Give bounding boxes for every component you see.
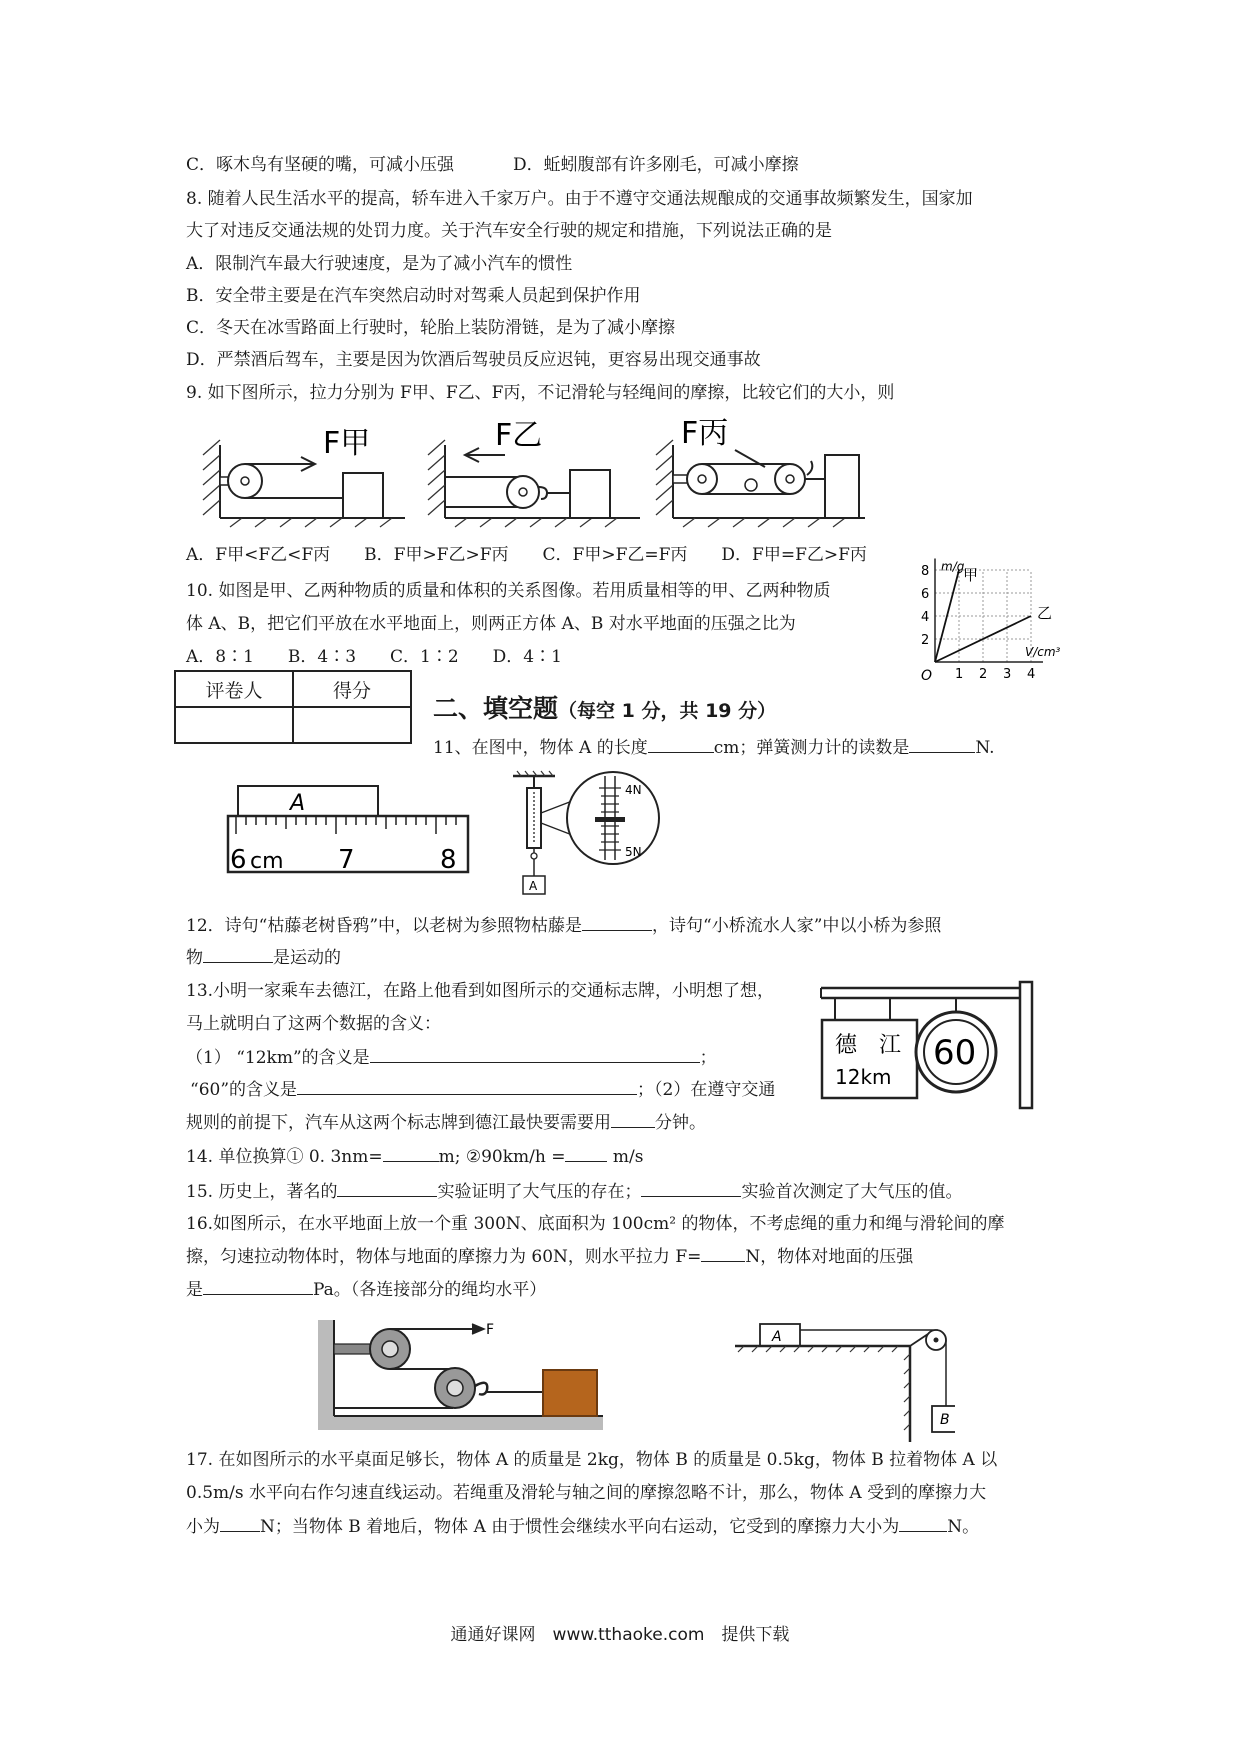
q11-ruler-tick-7: 7: [338, 845, 355, 875]
q13-text-5b: 分钟。: [655, 1113, 706, 1133]
q17-block-a-label: A: [772, 1329, 782, 1345]
q13-text-3b: ；: [699, 1048, 717, 1068]
section-title: [433, 689, 776, 725]
q17-table-figure: [730, 1320, 955, 1445]
q10-stem-line1: 10. 如图是甲、乙两种物质的质量和体积的关系图像。若用质量相等的甲、乙两种物质: [186, 581, 831, 601]
q14-blank-2[interactable]: [565, 1145, 607, 1162]
q9-label-bing: F丙: [681, 416, 729, 451]
q11-blank-length[interactable]: [648, 736, 714, 753]
q9-stem: 9. 如下图所示，拉力分别为 F甲、F乙、F丙，不记滑轮与轻绳间的摩擦，比较它们的大小，则: [186, 383, 895, 403]
q9-pulley-figures: [195, 415, 875, 530]
q13-blank-60[interactable]: [297, 1078, 637, 1095]
q12-text-2b: 是运动的: [273, 948, 341, 968]
q11-ruler-figure: [220, 778, 480, 888]
chart-y-tick-label: 2: [921, 633, 930, 648]
q8-option-b: B．安全带主要是在汽车突然启动时对驾乘人员起到保护作用: [186, 286, 641, 306]
q16-blank-pressure[interactable]: [203, 1278, 313, 1295]
q13-line4: [190, 1078, 775, 1101]
q12-blank-1[interactable]: [582, 914, 652, 931]
q13-text-4a: “60”的含义是: [190, 1080, 298, 1100]
q15-text-a: 15. 历史上，著名的: [186, 1182, 338, 1202]
q17-line1: 17. 在如图所示的水平桌面足够长，物体 A 的质量是 2kg，物体 B 的质量是 0.5kg，物体 B 拉着物体 A 以: [186, 1450, 998, 1470]
q15-blank-2[interactable]: [641, 1180, 741, 1197]
q14-text-b: m; ②90km/h =: [438, 1147, 566, 1167]
q16-text-2a: 擦，匀速拉动物体时，物体与地面的摩擦力为 60N，则水平拉力 F=: [186, 1247, 702, 1267]
q12-line1: [186, 914, 941, 937]
chart-y-axis-label: m/g: [941, 559, 965, 574]
q16-line3: [186, 1278, 546, 1301]
q14-text-a: 14. 单位换算① 0. 3nm=: [186, 1147, 383, 1167]
q12-text-1b: ，诗句“小桥流水人家”中以小桥为参照: [652, 916, 942, 936]
q8-option-a: A．限制汽车最大行驶速度，是为了减小汽车的惯性: [186, 254, 573, 274]
q15-blank-1[interactable]: [337, 1180, 437, 1197]
q11-spring-mark-5n: 5N: [625, 845, 642, 859]
q11-spring-block-label: A: [529, 879, 538, 893]
q13-blank-12km[interactable]: [370, 1046, 700, 1063]
q11-ruler-tick-6: 6: [230, 845, 247, 875]
q9-figure-yi: [428, 418, 640, 527]
q15-text-b: 实验证明了大气压的存在；: [437, 1182, 642, 1202]
q9-figure-bing: [656, 416, 865, 527]
q10-options: A．8∶1 B．4∶3 C．1∶2 D．4∶1: [186, 647, 562, 667]
score-table-header-score: 得分: [293, 671, 411, 707]
q16-text-3a: 是: [186, 1280, 203, 1300]
q13-line5: [186, 1111, 706, 1134]
q11-spring-mark-4n: 4N: [625, 783, 642, 797]
q8-option-d: D．严禁酒后驾车，主要是因为饮酒后驾驶员反应迟钝，更容易出现交通事故: [186, 350, 761, 370]
q12-line2: [186, 946, 341, 969]
q17-block-b-label: B: [940, 1412, 950, 1428]
q7-option-d: D．蚯蚓腹部有许多刚毛，可减小摩擦: [513, 155, 799, 175]
q16-text-3b: Pa。（各连接部分的绳均水平）: [313, 1280, 547, 1300]
q13-line2: 马上就明白了这两个数据的含义：: [186, 1014, 441, 1034]
sign-place: 德 江: [835, 1033, 902, 1058]
q17-line2: 0.5m/s 水平向右作匀速直线运动。若绳重及滑轮与轴之间的摩擦忽略不计，那么，物体 A 受到的摩擦力大: [186, 1483, 987, 1503]
q16-text-2b: N，物体对地面的压强: [745, 1247, 914, 1267]
q12-blank-2[interactable]: [203, 946, 273, 963]
chart-series-label-jia: 甲: [963, 566, 979, 584]
q15-text-c: 实验首次测定了大气压的值。: [741, 1182, 963, 1202]
sign-speed-limit: 60: [933, 1033, 977, 1073]
chart-series-label-yi: 乙: [1037, 604, 1053, 622]
chart-x-tick-label: 3: [1003, 667, 1012, 682]
score-table-cell-score[interactable]: [293, 707, 411, 743]
q11-blank-reading[interactable]: [909, 736, 975, 753]
q8-stem-line2: 大了对违反交通法规的处罚力度。关于汽车安全行驶的规定和措施，下列说法正确的是: [186, 221, 832, 241]
q16-line1: 16.如图所示，在水平地面上放一个重 300N、底面积为 100cm² 的物体，不考虑绳的重力和绳与滑轮间的摩: [186, 1214, 1005, 1234]
q13-blank-minutes[interactable]: [611, 1111, 655, 1128]
section-title-note: （每空 1 分，共 19 分）: [558, 700, 777, 722]
q9-label-yi: F乙: [495, 418, 543, 453]
q11-text: [433, 736, 995, 759]
chart-y-tick-label: 6: [921, 587, 930, 602]
q14-text-c: m/s: [612, 1147, 644, 1167]
q9-label-jia: F甲: [323, 426, 371, 461]
q17-blank-2[interactable]: [899, 1515, 947, 1532]
page-footer: 通通好课网 www.tthaoke.com 提供下载: [450, 1625, 790, 1645]
q7-option-c: C．啄木鸟有坚硬的嘴，可减小压强: [186, 155, 455, 175]
q10-stem-line2: 体 A、B，把它们平放在水平地面上，则两正方体 A、B 对水平地面的压强之比为: [186, 614, 796, 634]
q17-blank-1[interactable]: [220, 1515, 260, 1532]
q13-text-3a: （1） “12km”的含义是: [186, 1048, 370, 1068]
chart-x-axis-label: V/cm³: [1025, 645, 1061, 659]
q9-options: A．F甲<F乙<F丙 B．F甲>F乙>F丙 C．F甲>F乙=F丙 D．F甲=F乙>F丙: [186, 545, 867, 565]
q12-text-2a: 物: [186, 948, 203, 968]
q14-line: [186, 1145, 643, 1168]
q13-text-5a: 规则的前提下，汽车从这两个标志牌到德江最快要需要用: [186, 1113, 611, 1133]
q16-pulley-figure: [318, 1316, 608, 1434]
q11-text-a: 11、在图中，物体 A 的长度: [433, 738, 648, 758]
q13-line1: 13.小明一家乘车去德江，在路上他看到如图所示的交通标志牌，小明想了想，: [186, 981, 775, 1001]
q17-text-3b: N；当物体 B 着地后，物体 A 由于惯性会继续水平向右运动，它受到的摩擦力大小为: [260, 1517, 900, 1537]
q8-option-c: C．冬天在冰雪路面上行驶时，轮胎上装防滑链，是为了减小摩擦: [186, 318, 676, 338]
q11-ruler-unit: cm: [250, 849, 284, 874]
q14-blank-1[interactable]: [383, 1145, 439, 1162]
q17-text-3c: N。: [947, 1517, 980, 1537]
q17-text-3a: 小为: [186, 1517, 220, 1537]
q11-text-b: cm；弹簧测力计的读数是: [713, 738, 910, 758]
q11-ruler-tick-8: 8: [440, 845, 457, 875]
chart-y-tick-label: 8: [921, 564, 930, 579]
q8-stem-line1: 8. 随着人民生活水平的提高，轿车进入千家万户。由于不遵守交通法规酿成的交通事故频繁发生，国家加: [186, 189, 973, 209]
q11-spring-scale-figure: [505, 768, 665, 898]
chart-x-tick-label: 1: [955, 667, 964, 682]
q15-line: [186, 1180, 962, 1203]
chart-y-tick-label: 4: [921, 610, 930, 625]
chart-x-tick-label: 2: [979, 667, 988, 682]
q11-text-c: N.: [975, 738, 995, 758]
q16-force-label: F: [486, 1322, 495, 1338]
q11-ruler-block-label: A: [290, 791, 306, 816]
score-table: [174, 670, 412, 744]
q13-traffic-sign-figure: [815, 978, 1045, 1110]
q13-line3: [186, 1046, 717, 1069]
sign-distance: 12km: [835, 1065, 892, 1089]
q13-text-4b: ；（2）在遵守交通: [637, 1080, 776, 1100]
q17-line3: [186, 1515, 979, 1538]
q16-line2: [186, 1245, 913, 1268]
q16-blank-force[interactable]: [701, 1245, 745, 1262]
q10-mass-volume-chart: [905, 540, 1080, 685]
chart-origin-label: O: [921, 668, 933, 684]
score-table-header-grader: 评卷人: [175, 671, 293, 707]
q12-text-1a: 12．诗句“枯藤老树昏鸦”中，以老树为参照物枯藤是: [186, 916, 583, 936]
score-table-cell-grader[interactable]: [175, 707, 293, 743]
q9-figure-jia: [203, 426, 405, 527]
chart-x-tick-label: 4: [1027, 667, 1036, 682]
section-title-text: 二、填空题: [433, 694, 559, 723]
